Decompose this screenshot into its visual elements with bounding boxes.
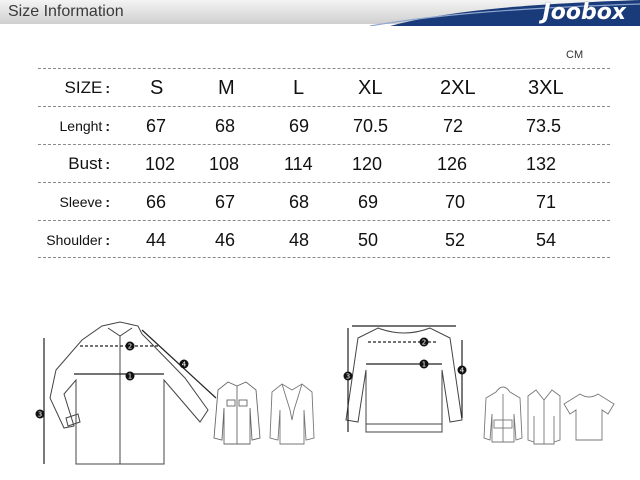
marker-label: 4 bbox=[459, 366, 465, 375]
table-cell: 68 bbox=[289, 192, 310, 212]
table-cell: 72 bbox=[443, 116, 464, 136]
table-row bbox=[38, 220, 610, 258]
size-header-3xl: 3XL bbox=[528, 77, 564, 99]
size-header-l: L bbox=[293, 77, 305, 99]
row-label-length: Lenght : bbox=[59, 118, 110, 134]
table-cell: 54 bbox=[536, 230, 557, 250]
table-cell: 69 bbox=[289, 116, 310, 136]
table-cell: 50 bbox=[358, 230, 379, 250]
table-cell: 70 bbox=[445, 192, 466, 212]
table-cell: 67 bbox=[146, 116, 167, 136]
jacket-icon bbox=[212, 378, 262, 448]
hoodie-icon bbox=[482, 384, 524, 446]
table-cell: 69 bbox=[358, 192, 379, 212]
row-label-sleeve: Sleeve : bbox=[59, 194, 110, 210]
blazer-icon bbox=[268, 380, 316, 448]
sweater-measurement-diagram bbox=[338, 320, 470, 448]
table-header-row bbox=[38, 68, 610, 106]
size-header-m: M bbox=[218, 77, 235, 99]
table-cell: 70.5 bbox=[353, 116, 389, 136]
table-cell: 126 bbox=[437, 154, 468, 174]
page-title: Size Information bbox=[8, 3, 124, 20]
unit-label: CM bbox=[566, 49, 584, 61]
size-header-s: S bbox=[150, 77, 164, 99]
marker-label: 4 bbox=[181, 360, 187, 369]
marker-label: 2 bbox=[421, 338, 427, 347]
tshirt-icon bbox=[562, 390, 616, 442]
marker-label: 3 bbox=[345, 372, 351, 381]
table-row bbox=[38, 182, 610, 220]
table-row bbox=[38, 144, 610, 182]
table-cell: 73.5 bbox=[526, 116, 562, 136]
table-cell: 52 bbox=[445, 230, 466, 250]
cardigan-icon bbox=[526, 386, 562, 446]
brand-logo: Joobox bbox=[542, 0, 626, 25]
size-header-xl: XL bbox=[358, 77, 383, 99]
table-cell: 71 bbox=[536, 192, 557, 212]
row-label-bust: Bust : bbox=[68, 154, 110, 173]
size-header-2xl: 2XL bbox=[440, 77, 476, 99]
table-cell: 46 bbox=[215, 230, 236, 250]
table-cell: 66 bbox=[146, 192, 167, 212]
table-cell: 68 bbox=[215, 116, 236, 136]
table-cell: 102 bbox=[145, 154, 176, 174]
marker-label: 3 bbox=[37, 410, 43, 419]
size-header-label: SIZE : bbox=[64, 78, 110, 97]
table-cell: 114 bbox=[284, 154, 313, 174]
table-row bbox=[38, 106, 610, 144]
table-cell: 108 bbox=[209, 154, 240, 174]
row-label-shoulder: Shoulder : bbox=[46, 232, 110, 248]
header-bar bbox=[0, 0, 640, 26]
marker-label: 1 bbox=[421, 360, 427, 369]
marker-label: 1 bbox=[127, 372, 133, 381]
table-cell: 120 bbox=[352, 154, 383, 174]
table-cell: 48 bbox=[289, 230, 310, 250]
marker-label: 2 bbox=[127, 342, 133, 351]
shirt-measurement-diagram bbox=[30, 318, 220, 468]
table-cell: 44 bbox=[146, 230, 167, 250]
table-cell: 132 bbox=[526, 154, 557, 174]
table-cell: 67 bbox=[215, 192, 236, 212]
